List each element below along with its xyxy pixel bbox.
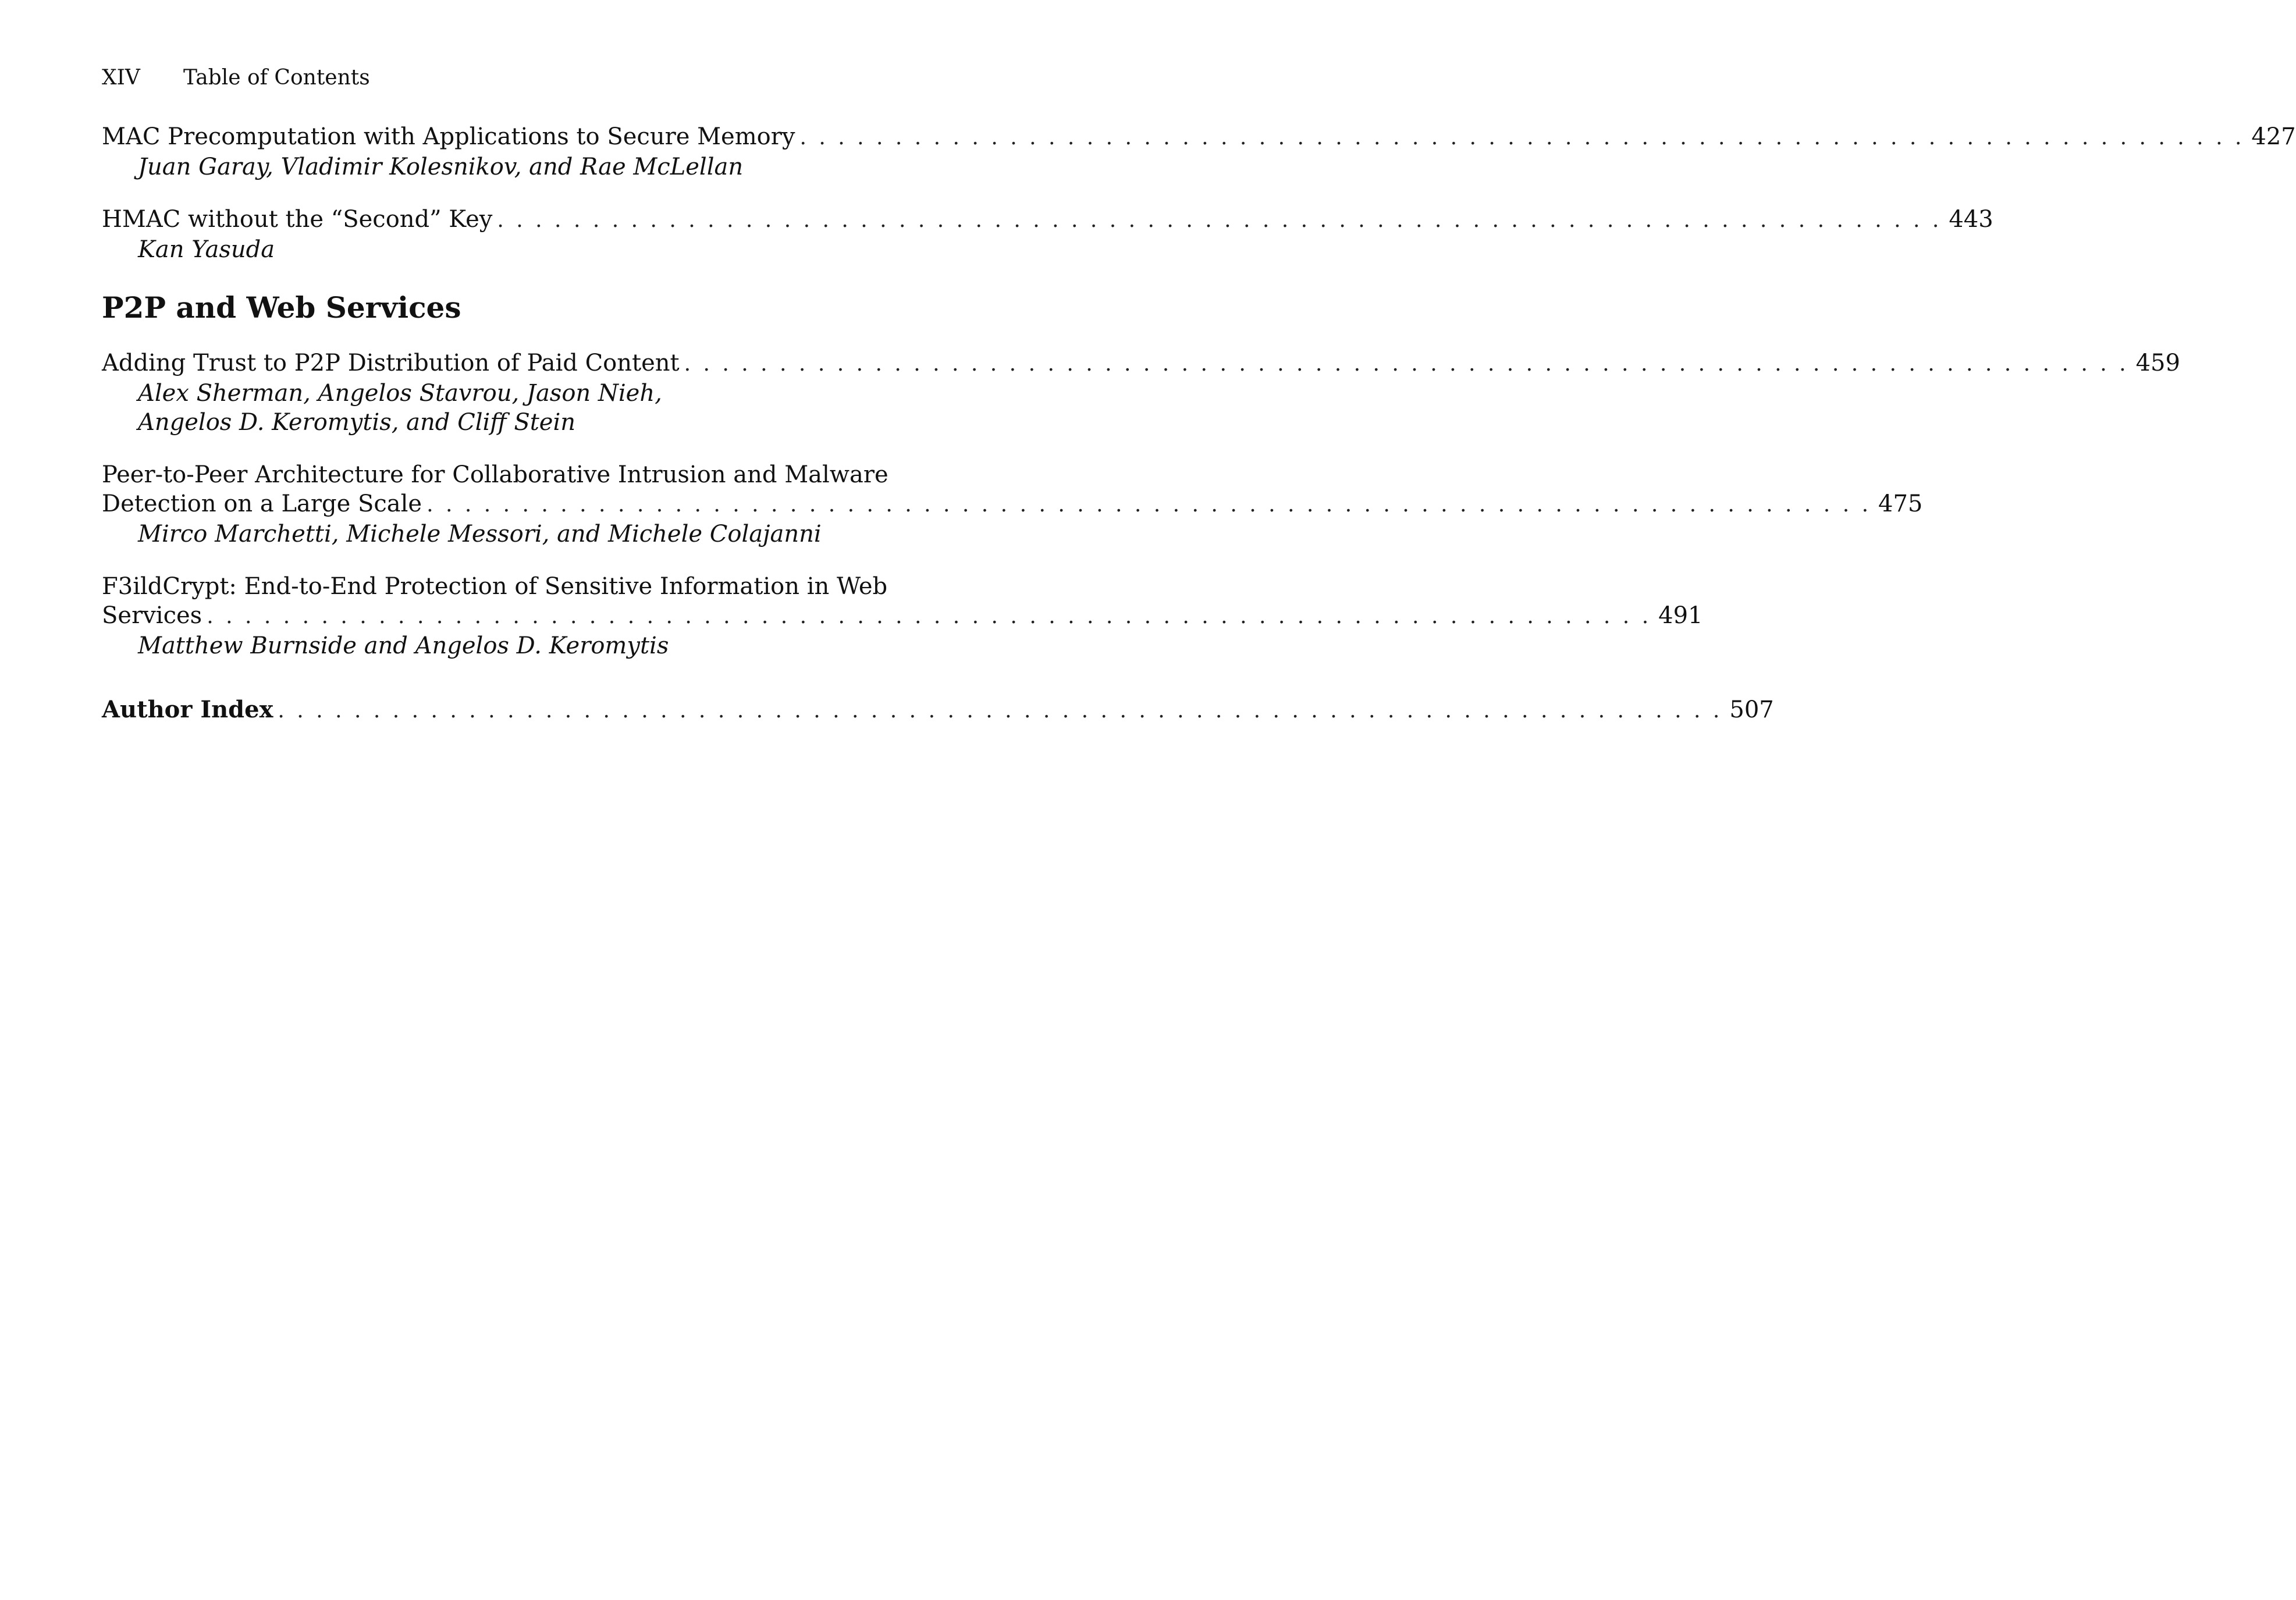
running-head-title: Table of Contents — [183, 66, 370, 90]
roman-page-number: XIV — [102, 66, 140, 90]
toc-entry-title[interactable]: F3ildCrypt: End-to-End Protection of Sensitive Information in Web — [102, 573, 888, 600]
dot-leader: . . . . . . . . . . . . . . . . . . . . . . . . . . . . . . . . . . . . . . . . . . . . . . . . . . . . . . . . . . . . . . . . . . . . . . . . . . . . — [426, 493, 1872, 517]
toc-entry — [102, 572, 1703, 660]
toc-entry-title-continued: Services — [102, 602, 202, 629]
toc-entry — [102, 460, 1923, 549]
toc-entry-title: Adding Trust to P2P Distribution of Paid Content — [102, 350, 680, 376]
toc-entry-title[interactable]: Peer-to-Peer Architecture for Collaborative Intrusion and Malware — [102, 461, 888, 488]
dot-leader: . . . . . . . . . . . . . . . . . . . . . . . . . . . . . . . . . . . . . . . . . . . . . . . . . . . . . . . . . . . . . . . . . . . . . . . . . . . . — [497, 208, 1942, 232]
section-heading: P2P and Web Services — [102, 290, 461, 325]
toc-entry — [102, 349, 2180, 437]
dot-leader: . . . . . . . . . . . . . . . . . . . . . . . . . . . . . . . . . . . . . . . . . . . . . . . . . . . . . . . . . . . . . . . . . . . . . . . . . . . . — [278, 699, 1723, 723]
toc-entry — [102, 122, 2296, 182]
toc-entry-page: 491 — [1658, 602, 1703, 629]
toc-entry-authors: Juan Garay, Vladimir Kolesnikov, and Rae McLellan — [138, 154, 744, 180]
toc-entry-authors: Mirco Marchetti, Michele Messori, and Michele Colajanni — [138, 521, 822, 547]
author-index-row[interactable] — [102, 695, 1774, 726]
toc-content — [102, 122, 2296, 726]
toc-entry-title-continued: Detection on a Large Scale — [102, 490, 422, 517]
toc-entry-title-row[interactable] — [102, 205, 1993, 235]
toc-entry — [102, 205, 1993, 264]
toc-entry-authors: Kan Yasuda — [138, 236, 275, 263]
running-head — [102, 65, 370, 91]
dot-leader: . . . . . . . . . . . . . . . . . . . . . . . . . . . . . . . . . . . . . . . . . . . . . . . . . . . . . . . . . . . . . . . . . . . . . . . . . . . . — [207, 605, 1652, 628]
author-index-label: Author Index — [102, 696, 273, 723]
toc-entry-title-row[interactable] — [102, 601, 1703, 631]
author-index-page: 507 — [1729, 696, 1774, 723]
toc-entry-title-row[interactable] — [102, 122, 2296, 152]
toc-entry-title-row[interactable] — [102, 349, 2180, 379]
toc-entry-page: 475 — [1878, 490, 1923, 517]
toc-entry-page: 459 — [2135, 350, 2180, 376]
toc-entry-page: 443 — [1949, 206, 1993, 233]
toc-entry-authors: Angelos D. Keromytis, and Cliff Stein — [138, 409, 576, 436]
toc-entry-authors: Matthew Burnside and Angelos D. Keromytis — [138, 632, 669, 659]
toc-entry-page: 427 — [2251, 123, 2296, 150]
dot-leader: . . . . . . . . . . . . . . . . . . . . . . . . . . . . . . . . . . . . . . . . . . . . . . . . . . . . . . . . . . . . . . . . . . . . . . . . . . . . — [799, 126, 2245, 150]
toc-entry-title-row[interactable] — [102, 489, 1923, 520]
toc-entry-title: HMAC without the “Second” Key — [102, 206, 493, 233]
toc-entry-authors: Alex Sherman, Angelos Stavrou, Jason Nieh, — [138, 380, 662, 407]
toc-entry-title: MAC Precomputation with Applications to Secure Memory — [102, 123, 795, 150]
dot-leader: . . . . . . . . . . . . . . . . . . . . . . . . . . . . . . . . . . . . . . . . . . . . . . . . . . . . . . . . . . . . . . . . . . . . . . . . . . . . — [684, 352, 2129, 376]
